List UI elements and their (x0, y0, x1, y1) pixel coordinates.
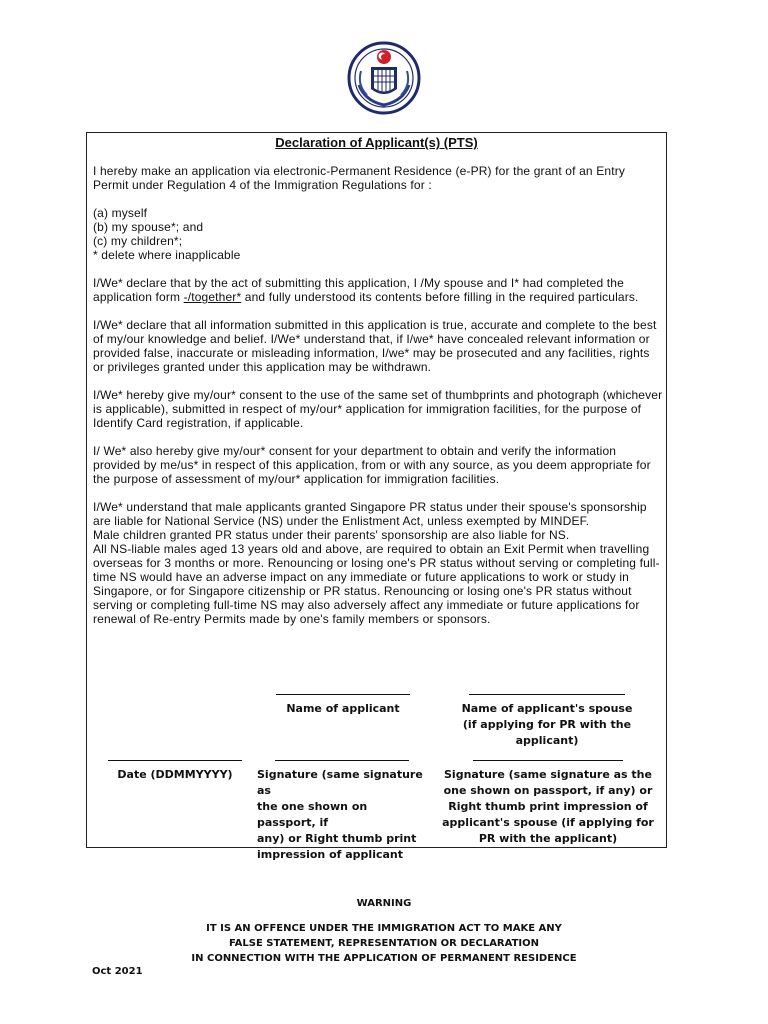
declaration-box (86, 132, 667, 861)
name-of-applicant-field[interactable] (263, 694, 423, 717)
truthfulness-paragraph: I/We* declare that all information submitted in this application is true, accurate and complete to the best of my/our knowledge and belief. I/We* understand that, if I/we* have concealed relevant information or provided false, inaccurate or misleading information, I/we* may be prosecuted and any facilities, rights or privileges granted under this application may be withdrawn. (93, 318, 657, 374)
completion-paragraph: I/We* declare that by the act of submitting this application, I /My spouse and I* had completed the application form -/together* and fully understood its contents before filling in the required particulars. (93, 276, 639, 304)
spouse-signature-field[interactable]: Signature (same signature as the one shown on passport, if any) or Right thumb print impression of applicant's spouse (if applying for PR with the applicant) (442, 760, 654, 847)
warning-line: FALSE STATEMENT, REPRESENTATION OR DECLARATION (228, 938, 540, 949)
name-of-applicant-label: Name of applicant (286, 702, 400, 715)
together-underline: -/together* (183, 290, 242, 304)
applicant-signature-label: Signature (same signature as (257, 768, 423, 797)
ns-line: I/We* understand that male applicants granted Singapore PR status under their spouse's sponsorship are liable for National Service (NS) under the Enlistment Act, unless exempted by MINDEF. (93, 500, 647, 528)
document-date: Oct 2021 (92, 966, 143, 977)
warning-block (0, 921, 768, 966)
verification-consent-paragraph: I/ We* also hereby give my/our* consent for your department to obtain and verify the information provided by me/us* in respect of this application, from or with any source, as you deem appropriate for the purpose of assessment of my/our* application for immigration facilities. (93, 444, 651, 486)
options-list (93, 206, 663, 262)
warning-heading: WARNING (356, 898, 412, 909)
option-children: (c) my children*; (93, 234, 183, 248)
option-spouse: (b) my spouse*; and (93, 220, 204, 234)
declaration-title: Declaration of Applicant(s) (PTS) (275, 135, 478, 150)
thumbprint-consent-paragraph: I/We* hereby give my/our* consent to the use of the same set of thumbprints and photograph (whichever is applicable), submitted in respect of my/our* application for immigration facilities, for the purpose of Identify Card registration, if applicable. (93, 388, 663, 430)
date-label: Date (DDMMYYYY) (117, 768, 233, 781)
name-of-spouse-label: Name of applicant's spouse (461, 702, 633, 715)
option-note: * delete where inapplicable (93, 248, 241, 262)
national-service-paragraph (93, 500, 663, 626)
declaration-body (93, 164, 663, 640)
ns-line: Male children granted PR status under their parents' sponsorship are also liable for NS. (93, 528, 570, 542)
ica-crest-logo (347, 41, 421, 115)
ns-line: All NS-liable males aged 13 years old and above, are required to obtain an Exit Permit when travelling overseas for 3 months or more. Renouncing or losing one's PR status without serving or completing full-time NS would have an adverse impact on any immediate or future applications to work or study in Singapore, or for Singapore citizenship or PR status. Renouncing or losing one's PR status without serving or completing full-time NS may also adversely affect any immediate or future applications for renewal of Re-entry Permits made by one's family members or sponsors. (93, 542, 660, 626)
warning-line: IT IS AN OFFENCE UNDER THE IMMIGRATION ACT TO MAKE ANY (206, 923, 562, 934)
name-of-spouse-field[interactable] (432, 694, 662, 749)
name-of-spouse-note: (if applying for PR with the applicant) (462, 718, 632, 747)
option-myself: (a) myself (93, 206, 148, 220)
applicant-signature-field[interactable]: Signature (same signature as the one shown on passport, if any) or Right thumb print impression of applicant (257, 760, 429, 863)
date-field[interactable] (95, 760, 255, 783)
spouse-signature-label: Signature (same signature as the (444, 768, 652, 781)
warning-line: IN CONNECTION WITH THE APPLICATION OF PERMANENT RESIDENCE (191, 953, 577, 964)
intro-paragraph: I hereby make an application via electronic-Permanent Residence (e-PR) for the grant of an Entry Permit under Regulation 4 of the Immigration Regulations for : (93, 164, 625, 192)
